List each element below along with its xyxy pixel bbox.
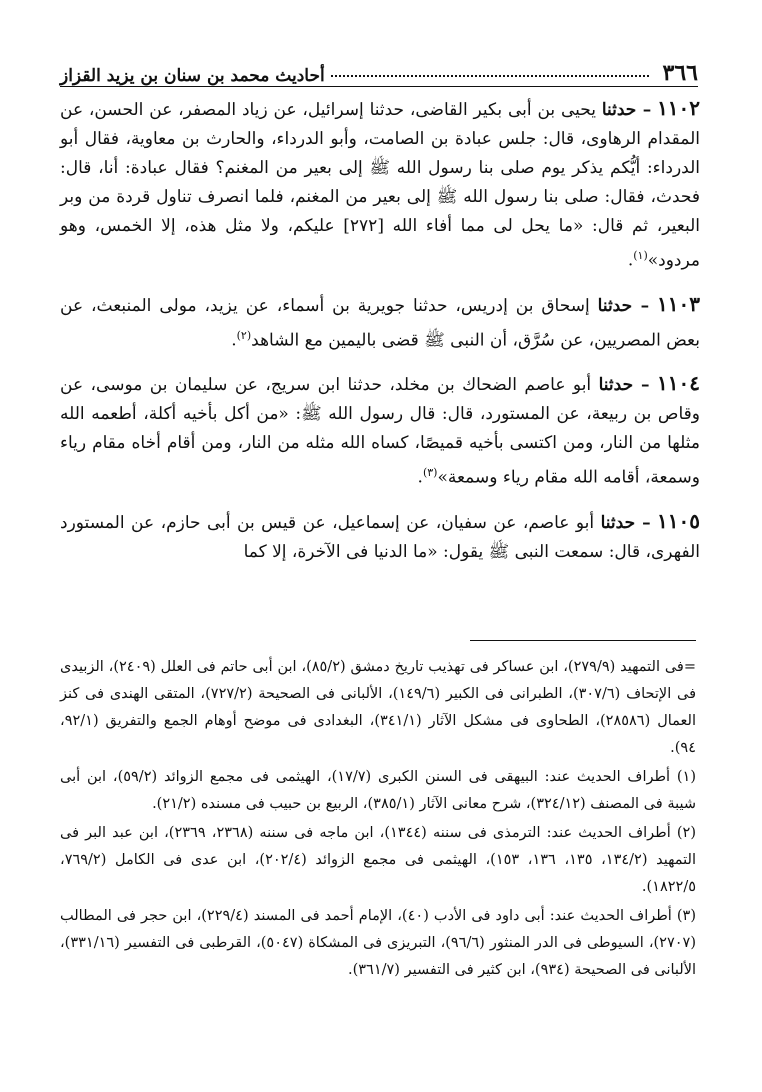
running-title: أحاديث محمد بن سنان بن يزيد القزاز xyxy=(60,66,325,86)
page-header xyxy=(60,52,698,87)
hadith-text: أبو عاصم، عن سفيان، عن إسماعيل، عن قيس بن أبى حازم، عن المستورد الفهرى، قال: سمعت النبى ﷺ يقول: «ما الدنيا فى الآخرة، إلا كما xyxy=(60,512,700,562)
hadith-1104: ١١٠٤ – حدثنا أبو عاصم الضحاك بن مخلد، حدثنا ابن سريج، عن سليمان بن موسى، عن وقاص بن ربيعة، عن المستورد، قال: قال رسول الله ﷺ: «من أكل بأخيه أكلة، أطعمه الله مثلها من النار، ومن اكتسى بأخيه قميصًا، كساه الله مثله من النار، ومن أقام أخاه مقام رياء وسمعة، أقامه الله مقام رياء وسمعة»$^{(٣)}$. xyxy=(60,371,700,488)
hadith-text: إسحاق بن إدريس، حدثنا جويرية بن أسماء، عن يزيد، مولى المنبعث، عن بعض المصريين، عن سُرَّق، أن النبى ﷺ قضى باليمين مع الشاهد xyxy=(60,295,700,351)
hadith-lead: حدثنا xyxy=(598,375,634,396)
footnote-marker: (٣) xyxy=(422,466,438,480)
hadith-lead: حدثنا xyxy=(600,512,636,533)
footnote-3: (٣) أطراف الحديث عند: أبى داود فى الأدب (٤٠)، الإمام أحمد فى المسند (٢٢٩/٤)، ابن حجر فى المطالب (٢٧٠٧)، السيوطى فى الدر المنثور (٩٦/٦)، التبريزى فى المشكاة (٥٠٤٧)، القرطبى فى التفسير (٣٣١/١٦)، الألبانى فى الصحيحة (٩٣٤)، ابن كثير فى التفسير (٣٦١/٧). xyxy=(60,908,696,978)
hadith-lead: حدثنا xyxy=(597,295,633,316)
hadith-1103: ١١٠٣ – حدثنا إسحاق بن إدريس، حدثنا جويرية بن أسماء، عن يزيد، مولى المنبعث، عن بعض المصريين، عن سُرَّق، أن النبى ﷺ قضى باليمين مع الشاهد$^{(٢)}$. xyxy=(60,291,701,351)
footnote-marker: (١) xyxy=(633,249,648,262)
hadith-lead: حدثنا xyxy=(601,100,637,120)
page-number: ٣٦٦ xyxy=(662,60,698,86)
footnote-1: (١) أطراف الحديث عند: البيهقى فى السنن الكبرى (١٧/٧)، الهيثمى فى مجمع الزوائد (٥٩/٢)، ابن أبى شيبة فى المصنف (٣٢٤/١٢)، شرح معانى الآثار (٣٨٥/١)، الربيع بن حبيب فى مسنده (٢١/٢). xyxy=(60,769,697,812)
hadith-number: ١١٠٢ xyxy=(657,96,701,120)
footnote-separator xyxy=(470,640,696,641)
hadith-text: يحيى بن أبى بكير القاضى، حدثنا إسرائيل، عن زياد المصفر، عن الحسن، عن المقدام الرهاوى، قال: جلس عبادة بن الصامت، وأبو الدرداء، والحارث بن معاوية، فقال أبو الدرداء: أيُّكم يذكر يوم صلى بنا رسول الله ﷺ إلى بعير من المغنم؟ فقال عبادة: أنا، قال: فحدث، فقال: صلى بنا رسول الله ﷺ إلى بعير من المغنم، فلما انصرف تناول قردة من وبر البعير، ثم قال: «ما يحل لى مما أفاء الله [٢٧٢] عليكم، ولا مثل هذه، إلا الخمس، وهو مردود» xyxy=(60,100,700,271)
header-dotted-leader xyxy=(331,75,649,77)
hadith-number: ١١٠٣ xyxy=(657,291,701,316)
main-text xyxy=(60,94,700,581)
footnotes xyxy=(60,654,696,986)
hadith-text: أبو عاصم الضحاك بن مخلد، حدثنا ابن سريج، عن سليمان بن موسى، عن وقاص بن ربيعة، عن المستورد، قال: قال رسول الله ﷺ: «من أكل بأخيه أكلة، أطعمه الله مثلها من النار، ومن اكتسى بأخيه قميصًا، كساه الله مثله من النار، ومن أقام أخاه مقام رياء وسمعة، أقامه الله مقام رياء وسمعة» xyxy=(60,375,700,488)
footnote-marker: (٢) xyxy=(236,328,252,342)
footnote-2: (٢) أطراف الحديث عند: الترمذى فى سننه (١٣٤٤)، ابن ماجه فى سننه (٢٣٦٨، ٢٣٦٩)، ابن عبد البر فى التمهيد (١٣٤/٢، ١٣٥، ١٣٦، ١٥٣)، الهيثمى فى مجمع الزوائد (٢٠٢/٤)، ابن عدى فى الكامل (٧٦٩/٢، ١٨٢٢/٥). xyxy=(60,825,696,895)
hadith-1105: ١١٠٥ – حدثنا أبو عاصم، عن سفيان، عن إسماعيل، عن قيس بن أبى حازم، عن المستورد الفهرى، قال: سمعت النبى ﷺ يقول: «ما الدنيا فى الآخرة، إلا كما xyxy=(60,508,701,562)
footnote-continuation: =فى التمهيد (٢٧٩/٩)، ابن عساكر فى تهذيب تاريخ دمشق (٨٥/٢)، ابن أبى حاتم فى العلل (٢٤٠٩)، الزبيدى فى الإتحاف (٣٠٧/٦)، الطبرانى فى الكبير (١٤٩/٦)، الألبانى فى الصحيحة (٧٢٧/٢)، المتقى الهندى فى كنز العمال (٢٨٥٨٦)، الطحاوى فى مشكل الآثار (٣٤١/١)، البغدادى فى موضح أوهام الجمع والتفريق (٩٢/١، ٩٤). xyxy=(60,659,696,756)
hadith-1102: ١١٠٢ – حدثنا يحيى بن أبى بكير القاضى، حدثنا إسرائيل، عن زياد المصفر، عن الحسن، عن المقدام الرهاوى، قال: جلس عبادة بن الصامت، وأبو الدرداء، والحارث بن معاوية، فقال أبو الدرداء: أيُّكم يذكر يوم صلى بنا رسول الله ﷺ إلى بعير من المغنم؟ فقال عبادة: أنا، قال: فحدث، فقال: صلى بنا رسول الله ﷺ إلى بعير من المغنم، فلما انصرف تناول قردة من وبر البعير، ثم قال: «ما يحل لى مما أفاء الله [٢٧٢] عليكم، ولا مثل هذه، إلا الخمس، وهو مردود»$^{(١)}$. xyxy=(60,96,701,271)
hadith-number: ١١٠٥ xyxy=(657,508,701,533)
hadith-number: ١١٠٤ xyxy=(657,371,700,396)
